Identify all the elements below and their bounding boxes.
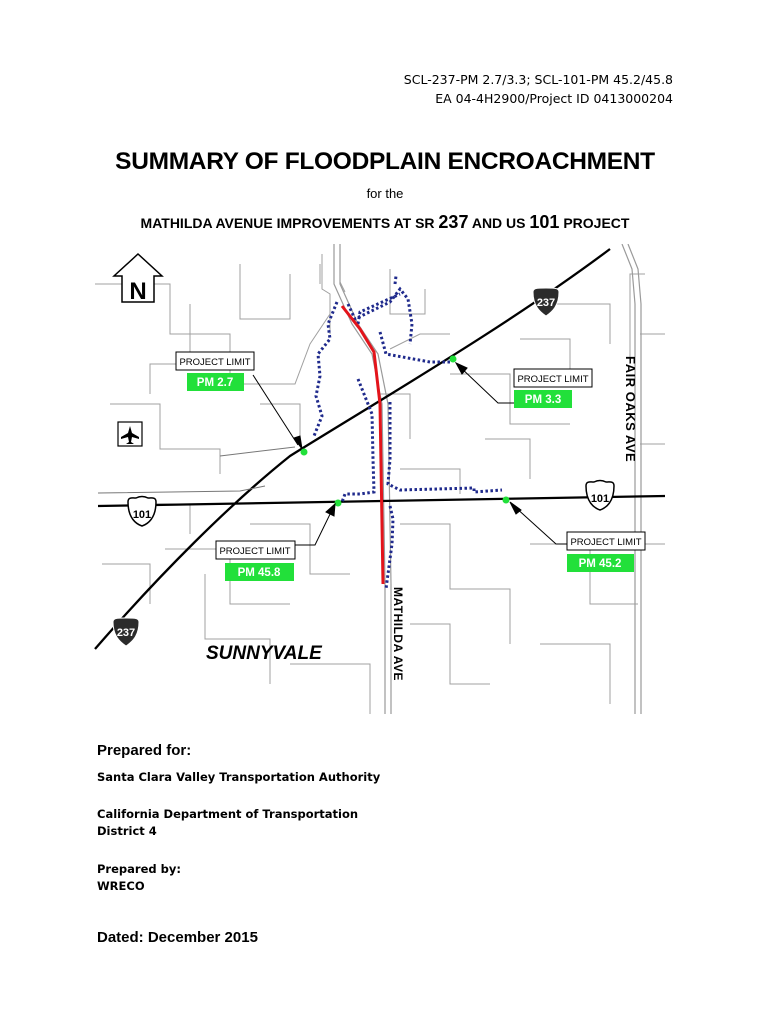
sunnyvale-label: SUNNYVALE — [206, 643, 322, 664]
org-district: District 4 — [97, 824, 157, 838]
subtitle-sr: 237 — [438, 212, 469, 232]
subtitle-part3: PROJECT — [559, 215, 630, 231]
pm-2-7-label: PM 2.7 — [196, 377, 234, 389]
subtitle-part2: AND US — [468, 215, 530, 231]
project-limit-label: PROJECT LIMIT — [517, 374, 589, 385]
callout-pm-2-7 — [176, 352, 254, 391]
pm-45-2-label: PM 45.2 — [578, 558, 622, 570]
callout-pm-45-2 — [567, 532, 645, 572]
fair-oaks-ave-road — [622, 244, 641, 714]
prepared-by-name: WRECO — [97, 879, 145, 893]
callout-pm-3-3 — [514, 369, 592, 408]
route-postmiles: SCL-237-PM 2.7/3.3; SCL-101-PM 45.2/45.8 — [403, 72, 673, 87]
us-101-shield-right — [586, 481, 614, 511]
sr-237-ramp — [220, 447, 295, 456]
document-date: Dated: December 2015 — [97, 929, 258, 946]
shield-101-label: 101 — [590, 493, 610, 505]
document-reference — [404, 70, 673, 108]
shield-237-label: 237 — [116, 627, 136, 639]
limit-point-pm-3-3 — [450, 356, 457, 363]
limit-point-pm-45-2 — [503, 497, 510, 504]
sr-237-shield-top — [533, 288, 559, 316]
org-vta: Santa Clara Valley Transportation Authority — [97, 770, 381, 784]
callout-pm-45-8 — [216, 541, 295, 581]
encroachment-boundary — [314, 276, 502, 589]
project-limit-label: PROJECT LIMIT — [179, 357, 251, 368]
prepared-for-heading: Prepared for: — [97, 742, 192, 759]
project-subtitle — [0, 212, 770, 233]
us-101-shield-left — [128, 497, 156, 527]
project-limit-label: PROJECT LIMIT — [570, 537, 642, 548]
north-arrow-icon — [114, 254, 162, 305]
prepared-by-heading: Prepared by: — [97, 862, 181, 876]
us-101-frontage — [98, 486, 265, 493]
limit-point-pm-2-7 — [301, 449, 308, 456]
project-limit-label: PROJECT LIMIT — [219, 546, 291, 557]
north-label: N — [129, 278, 147, 305]
fair-oaks-ave-label: FAIR OAKS AVE — [623, 356, 638, 463]
project-id: EA 04-4H2900/Project ID 0413000204 — [435, 91, 673, 106]
project-map — [90, 244, 670, 714]
page-title: SUMMARY OF FLOODPLAIN ENCROACHMENT — [115, 148, 655, 175]
mathilda-ave-label: MATHILDA AVE — [391, 587, 405, 681]
airport-icon — [118, 422, 142, 446]
for-the-text: for the — [366, 186, 404, 201]
pm-3-3-label: PM 3.3 — [524, 394, 562, 406]
subtitle-us: 101 — [529, 212, 560, 232]
org-caltrans: California Department of Transportation — [97, 807, 359, 821]
project-alignment — [342, 306, 383, 584]
subtitle-part1: MATHILDA AVENUE IMPROVEMENTS AT SR — [140, 215, 439, 231]
shield-237-label: 237 — [536, 297, 556, 309]
shield-101-label: 101 — [132, 509, 152, 521]
sr-237-shield-bottom — [113, 618, 139, 646]
pm-45-8-label: PM 45.8 — [237, 567, 281, 579]
